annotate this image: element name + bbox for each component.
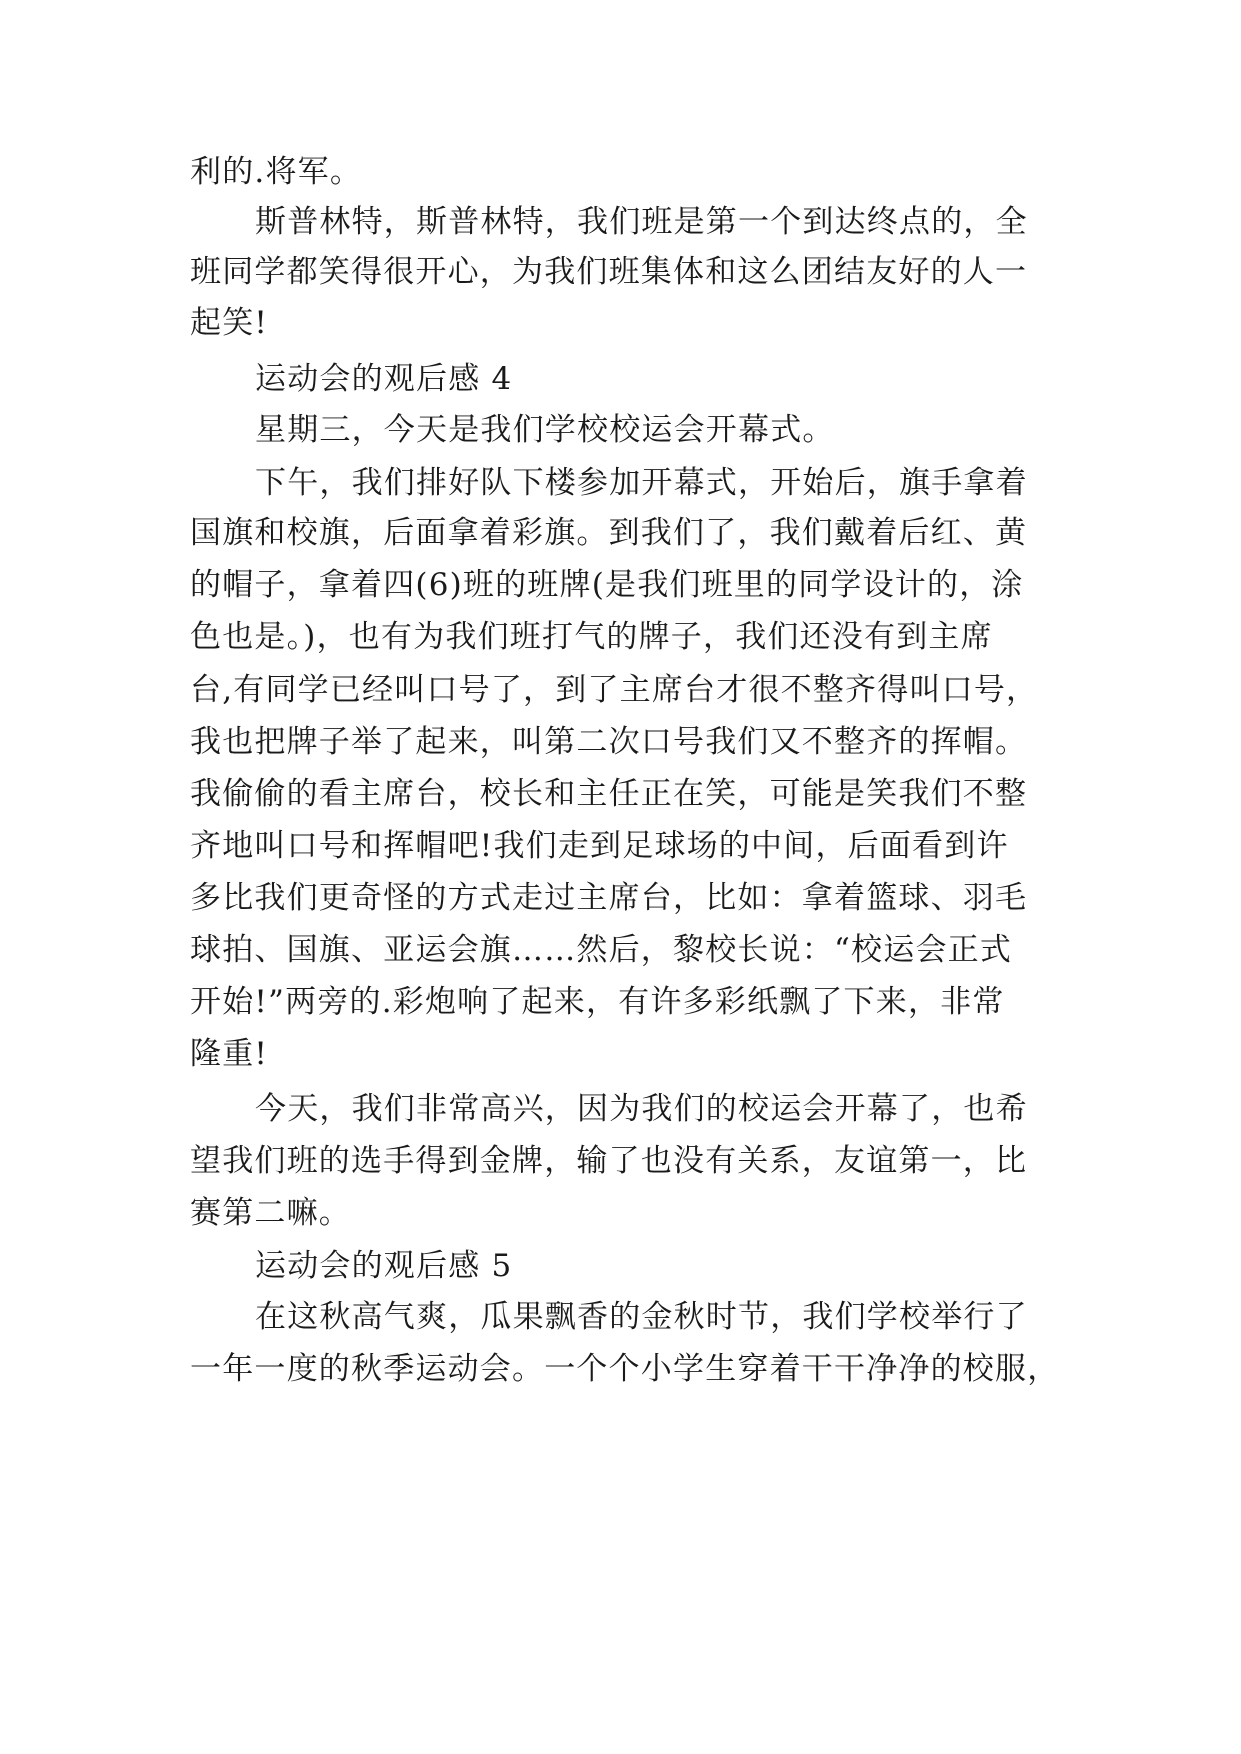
paragraph-line: 斯普林特，斯普林特，我们班是第一个到达终点的，全 [255,204,1028,240]
paragraph-line: 望我们班的选手得到金牌，输了也没有关系，友谊第一，比 [190,1143,1028,1179]
paragraph-line: 球拍、国旗、亚运会旗……然后，黎校长说：“校运会正式 [190,932,1013,968]
paragraph-line: 国旗和校旗，后面拿着彩旗。到我们了，我们戴着后红、黄 [190,515,1028,551]
paragraph-line: 星期三，今天是我们学校校运会开幕式。 [255,412,835,448]
paragraph-line: 多比我们更奇怪的方式走过主席台，比如：拿着篮球、羽毛 [190,880,1028,916]
paragraph-line: 色也是。)，也有为我们班打气的牌子，我们还没有到主席 [190,619,993,655]
section-heading: 运动会的观后感 4 [255,361,513,397]
paragraph-line: 开始!”两旁的.彩炮响了起来，有许多彩纸飘了下来，非常 [190,984,1005,1020]
paragraph-line: 赛第二嘛。 [190,1195,351,1231]
paragraph-line: 起笑! [190,305,269,341]
paragraph-line: 下午，我们排好队下楼参加开幕式，开始后，旗手拿着 [255,465,1028,501]
paragraph-line: 一年一度的秋季运动会。一个个小学生穿着干干净净的校服， [190,1351,1060,1387]
paragraph-line: 在这秋高气爽，瓜果飘香的金秋时节，我们学校举行了 [255,1299,1028,1335]
paragraph-line: 班同学都笑得很开心，为我们班集体和这么团结友好的人一 [190,254,1028,290]
section-heading: 运动会的观后感 5 [255,1248,513,1284]
paragraph-line: 利的.将军。 [190,154,363,190]
paragraph-line: 齐地叫口号和挥帽吧!我们走到足球场的中间，后面看到许 [190,828,1009,864]
paragraph-line: 台,有同学已经叫口号了，到了主席台才很不整齐得叫口号， [190,672,1039,708]
paragraph-line: 的帽子，拿着四(6)班的班牌(是我们班里的同学设计的，涂 [190,567,1024,603]
paragraph-line: 我也把牌子举了起来，叫第二次口号我们又不整齐的挥帽。 [190,724,1028,760]
paragraph-line: 隆重! [190,1036,269,1072]
paragraph-line: 我偷偷的看主席台，校长和主任正在笑，可能是笑我们不整 [190,776,1028,812]
paragraph-line: 今天，我们非常高兴，因为我们的校运会开幕了，也希 [255,1091,1028,1127]
